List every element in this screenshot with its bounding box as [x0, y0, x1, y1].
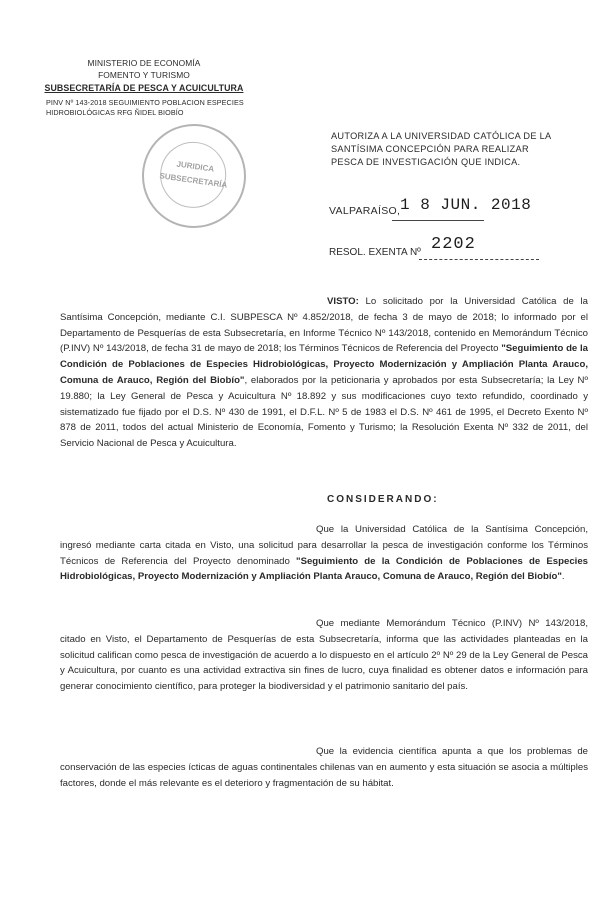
visto-label: VISTO: — [327, 296, 359, 307]
considerando-1-project-title: "Seguimiento de la Condición de Poblaciones de Especies Hidrobiológicas, Proyecto Modernización y Ampliación Planta Arauco, Comuna de Arauco, Región del Biobío" — [60, 555, 588, 583]
visto-text-2: , elaborados por la peticionaria y aprobados por esta Subsecretaría; la Ley Nº 19.880; la Ley General de Pesca y Acuicultura Nº 18.892 y sus modificaciones cuyo texto refundido, coordinado y sistematizado fue fijado por el D.S. Nº 430 de 1991, el D.F.L. Nº 5 de 1983 el D.S. Nº 461 de 1995, el Decreto Exento Nº 878 de 2011, todos del actual Ministerio de Economía, Fomento y Turismo; la Resolución Exenta Nº 332 de 2011, del Servicio Nacional de Pesca y Acuicultura. — [60, 374, 588, 450]
reference-line-1: PINV Nº 143-2018 SEGUIMIENTO POBLACION ESPECIES — [46, 98, 244, 107]
considerando-2 — [60, 616, 588, 695]
considerando-1-text: Que la Universidad Católica de la Santísima Concepción, ingresó mediante carta citada en Visto, una solicitud para desarrollar la pesca de investigación conforme los Términos Técnicos de Referencia del Proyecto denominado — [60, 524, 588, 567]
reference-line-2: HIDROBIOLÓGICAS RFG ÑIDEL BIOBÍO — [46, 108, 184, 117]
resolution-label: RESOL. EXENTA Nº — [329, 247, 421, 258]
ministry-name: MINISTERIO DE ECONOMÍA — [87, 58, 201, 68]
considerando-3 — [60, 744, 588, 791]
resolution-number: 2202 — [431, 235, 476, 254]
date-underline — [392, 220, 484, 221]
considerando-1-end: . — [561, 571, 565, 583]
considerando-1 — [60, 522, 588, 585]
visto-text-1: Lo solicitado por la Universidad Católica de la Santísima Concepción, mediante C.I. SUBPESCA Nº 4.852/2018, de fecha 3 de mayo de 2018; lo informado por el Departamento de Pesquerías de esta Subsecretaría, en Informe Técnico Nº 143/2018, contenido en Memorándum Técnico (P.INV) Nº 143/2018, de fecha 31 de mayo de 2018; los Términos Técnicos de Referencia del Proyecto — [60, 296, 588, 355]
considerando-heading: CONSIDERANDO: — [327, 494, 439, 505]
official-stamp — [135, 117, 252, 234]
resolution-underline — [419, 259, 539, 260]
place-label: VALPARAÍSO, — [329, 205, 401, 217]
visto-paragraph — [60, 294, 588, 452]
stamp-text-2: SUBSECRETARÍA — [158, 171, 228, 190]
document-date: 1 8 JUN. 2018 — [400, 196, 532, 214]
visto-project-title: "Seguimiento de la Condición de Poblaciones de Especies Hidrobiológicas, Proyecto Modernización y Ampliación Planta Arauco, Comuna de Arauco, Región del Biobío" — [60, 343, 588, 386]
document-title: AUTORIZA A LA UNIVERSIDAD CATÓLICA DE LA SANTÍSIMA CONCEPCIÓN PARA REALIZAR PESCA DE INVESTIGACIÓN QUE INDICA. — [331, 131, 551, 168]
considerando-2-text: Que mediante Memorándum Técnico (P.INV) Nº 143/2018, citado en Visto, el Departamento de Pesquerías de esta Subsecretaría, informa que las actividades planteadas en la solicitud califican como pesca de investigación de acuerdo a lo dispuesto en el artículo 2º Nº 29 de la Ley General de Pesca y Acuicultura, por cuanto es una actividad extractiva sin fines de lucro, cuya finalidad es obtener datos e información para generar conocimiento científico, para proteger la biodiversidad y el patrimonio sanitario del país. — [60, 618, 588, 693]
considerando-3-text: Que la evidencia científica apunta a que los problemas de conservación de las especies ícticas de aguas continentales chilenas van en aumento y esta situación se asocia a múltiples factores, donde el más relevante es el deterioro y fragmentación de su hábitat. — [60, 746, 588, 789]
ministry-subtitle: FOMENTO Y TURISMO — [98, 70, 190, 80]
subsecretariat-name: SUBSECRETARÍA DE PESCA Y ACUICULTURA — [44, 83, 244, 93]
stamp-text-1: JURIDICA — [175, 159, 215, 174]
